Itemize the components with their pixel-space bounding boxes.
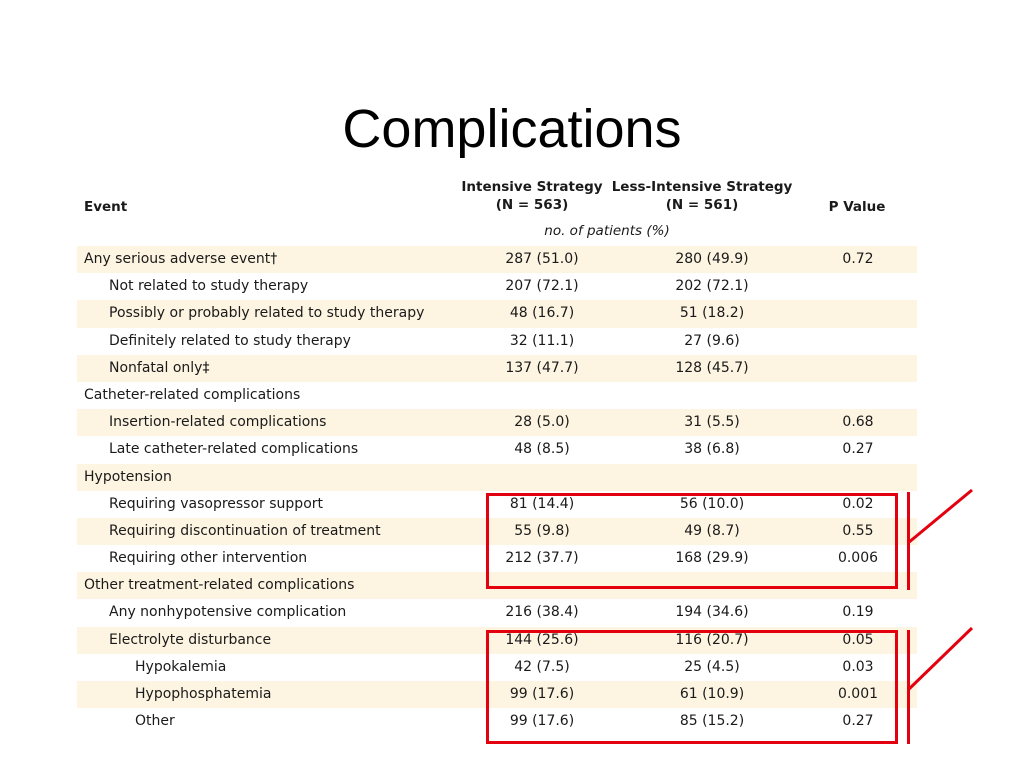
row-less: 116 (20.7) (675, 631, 749, 648)
electrolyte-pointer-line (908, 628, 972, 690)
slide-title: Complications (342, 99, 682, 159)
row-pvalue: 0.68 (842, 414, 874, 431)
row-pvalue: 0.006 (837, 550, 879, 567)
header-pvalue: P Value (828, 199, 886, 215)
row-pvalue: 0.27 (842, 713, 874, 730)
row-event: Insertion-related complications (109, 414, 327, 431)
row-event: Other treatment-related complications (84, 577, 355, 594)
row-intensive: 144 (25.6) (505, 631, 579, 648)
row-less: 128 (45.7) (675, 359, 749, 376)
row-pvalue: 0.72 (842, 251, 874, 267)
row-event: Hypokalemia (135, 658, 227, 675)
row-less: 56 (10.0) (679, 495, 745, 512)
row-event: Late catheter-related complications (109, 441, 359, 458)
row-event: Nonfatal only‡ (109, 359, 210, 376)
row-event: Requiring discontinuation of treatment (109, 522, 381, 539)
row-less: 27 (9.6) (684, 332, 740, 349)
row-event: Not related to study therapy (109, 278, 309, 295)
row-event: Possibly or probably related to study therapy (109, 305, 425, 322)
row-event: Catheter-related complications (84, 386, 301, 403)
header-intensive-n: (N = 563) (495, 197, 569, 213)
row-event: Hypophosphatemia (135, 686, 272, 702)
header-less-label: Less-Intensive Strategy (611, 179, 793, 195)
row-intensive: 287 (51.0) (505, 251, 579, 267)
header-less-n: (N = 561) (665, 197, 739, 213)
row-less: 49 (8.7) (684, 522, 740, 539)
header-event: Event (84, 199, 128, 215)
row-event: Requiring other intervention (109, 550, 308, 567)
row-less: 31 (5.5) (684, 414, 740, 431)
row-less: 194 (34.6) (675, 604, 749, 621)
row-less: 202 (72.1) (675, 278, 749, 295)
row-pvalue: 0.27 (842, 441, 874, 458)
row-intensive: 42 (7.5) (514, 658, 570, 675)
header-intensive-label: Intensive Strategy (461, 179, 603, 195)
row-intensive: 32 (11.1) (509, 332, 575, 349)
header-units: no. of patients (%) (544, 223, 670, 239)
row-intensive: 207 (72.1) (505, 278, 579, 295)
row-pvalue: 0.02 (842, 495, 874, 512)
row-intensive: 99 (17.6) (509, 686, 575, 702)
row-less: 280 (49.9) (675, 251, 749, 267)
row-intensive: 99 (17.6) (509, 713, 575, 730)
hypotension-pointer-line (908, 490, 972, 543)
row-pvalue: 0.19 (842, 604, 874, 621)
row-pvalue: 0.001 (837, 686, 879, 702)
row-intensive: 48 (8.5) (514, 441, 570, 458)
row-intensive: 81 (14.4) (509, 495, 575, 512)
row-intensive: 28 (5.0) (514, 414, 570, 431)
row-less: 168 (29.9) (675, 550, 749, 567)
row-event: Electrolyte disturbance (109, 631, 272, 648)
row-event: Hypotension (84, 468, 172, 485)
row-intensive: 216 (38.4) (505, 604, 579, 621)
row-intensive: 55 (9.8) (514, 522, 570, 539)
row-less: 25 (4.5) (684, 658, 740, 675)
row-intensive: 137 (47.7) (505, 359, 579, 376)
row-pvalue: 0.03 (842, 658, 874, 675)
row-intensive: 48 (16.7) (509, 305, 575, 322)
row-event: Any serious adverse event† (84, 251, 278, 267)
row-event: Other (135, 713, 175, 730)
row-event: Any nonhypotensive complication (109, 604, 347, 621)
row-less: 38 (6.8) (684, 441, 740, 458)
row-event: Requiring vasopressor support (109, 495, 323, 512)
row-pvalue: 0.55 (842, 522, 874, 539)
row-intensive: 212 (37.7) (505, 550, 579, 567)
row-less: 85 (15.2) (679, 713, 745, 730)
row-less: 61 (10.9) (679, 686, 745, 702)
row-less: 51 (18.2) (679, 305, 745, 322)
row-pvalue: 0.05 (842, 631, 874, 648)
row-event: Definitely related to study therapy (109, 332, 351, 349)
